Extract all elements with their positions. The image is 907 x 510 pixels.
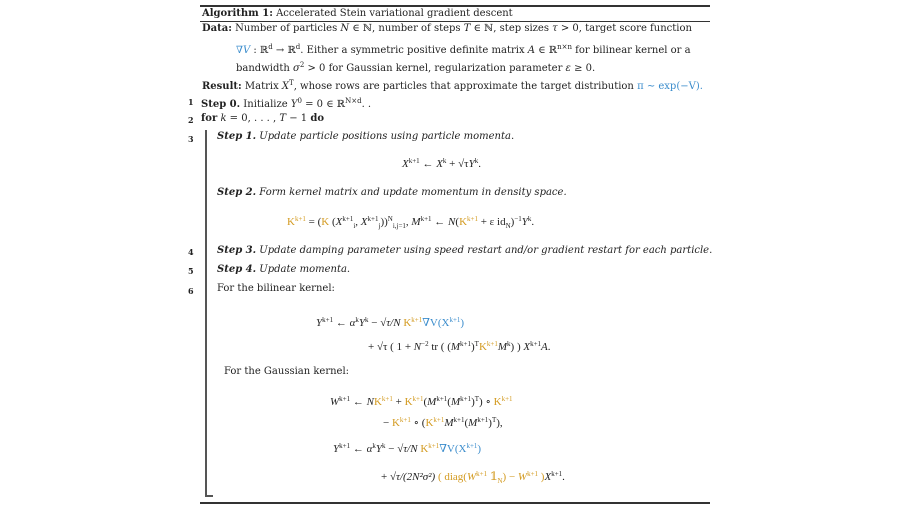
line-number: 4 [188, 247, 194, 257]
text-segment: M [411, 216, 421, 228]
text-segment: ∈ ℝ [535, 45, 558, 56]
text-segment: Y [468, 158, 475, 170]
text-segment: − 1 [286, 113, 311, 124]
text-segment: Number of particles [235, 23, 341, 34]
result-line [202, 77, 703, 93]
text-segment: + √τ ( 1 + [368, 341, 414, 353]
text-segment: d [295, 43, 301, 51]
step-1-label: Step 1. [217, 131, 257, 142]
text-segment: M [450, 341, 461, 353]
gaussian-equation-4 [381, 468, 565, 487]
text-segment: k+1 [294, 215, 306, 223]
text-segment: ≥ 0. [570, 63, 596, 74]
text-segment: k+1 [477, 416, 489, 424]
caption-rule [200, 21, 710, 22]
text-segment: K [425, 417, 434, 429]
data-line-1 [202, 23, 692, 35]
text-segment: ) ) [510, 341, 524, 353]
text-segment: k [527, 215, 532, 223]
text-segment: i [353, 222, 356, 230]
text-segment: √τ/N [397, 443, 418, 455]
text-segment: = 0 ∈ ℝ [301, 99, 346, 110]
text-segment: d [268, 43, 273, 51]
step-1-text: Update particle positions using particle momenta. [256, 131, 515, 142]
text-segment: ) [471, 396, 475, 408]
text-segment: −2 [421, 340, 429, 348]
text-segment: K [478, 341, 487, 353]
data-label: Data: [202, 23, 232, 34]
text-segment: N [497, 477, 503, 485]
text-segment: , whose rows are particles that approximate the target distribution [293, 81, 638, 92]
text-segment: X [335, 216, 343, 228]
text-segment: ← [333, 317, 350, 329]
text-segment: k+1 [530, 340, 542, 348]
line-number: 5 [188, 266, 194, 276]
text-segment: : ℝ [250, 45, 269, 56]
step-0-label: Step 0. [201, 99, 241, 110]
step-3-text: Update damping parameter using speed restart and/or gradient restart for each particle. [256, 245, 713, 256]
bilinear-heading: For the bilinear kernel: [217, 283, 335, 294]
text-segment: + ε id [477, 216, 506, 228]
text-segment: √τ/(2N²σ²) [389, 471, 436, 483]
text-segment: α [349, 317, 356, 329]
text-segment: k+1 [466, 442, 478, 450]
step-0-text [240, 99, 371, 110]
data-line-2 [236, 41, 691, 57]
text-segment: ∘ ( [410, 417, 426, 429]
text-segment: W [330, 396, 340, 408]
step-4-line [217, 264, 350, 276]
text-segment: N×d [345, 97, 362, 105]
text-segment: k [372, 442, 376, 450]
bilinear-equation-2 [368, 338, 551, 353]
text-segment: 2 [299, 61, 305, 69]
algorithm-label: Algorithm 1: [202, 8, 273, 19]
text-segment: k [364, 316, 369, 324]
text-segment: A [541, 341, 548, 353]
text-segment: W [517, 471, 528, 483]
text-segment: T [474, 340, 479, 348]
text-segment: ) [477, 443, 482, 455]
gaussian-equation-2 [383, 414, 503, 429]
text-segment: k+1 [420, 215, 432, 223]
for-loop-line [201, 113, 324, 125]
text-segment: X [436, 158, 443, 170]
text-segment: K [404, 396, 413, 408]
text-segment: ( [455, 216, 460, 228]
text-segment: K [373, 396, 382, 408]
text-segment: k [507, 340, 511, 348]
text-segment: ) [538, 471, 545, 483]
step-2-label: Step 2. [217, 187, 257, 198]
step-2-line [217, 187, 567, 199]
text-segment: ← [350, 443, 367, 455]
text-segment: Matrix [244, 81, 282, 92]
text-segment: k+1 [527, 470, 539, 478]
line-number: 6 [188, 286, 194, 296]
for-keyword: for [201, 113, 218, 124]
text-segment: → ℝ [272, 45, 296, 56]
text-segment: k+1 [411, 316, 423, 324]
text-segment: k [442, 157, 447, 165]
text-segment: X [523, 341, 531, 353]
text-segment: ε [565, 63, 571, 74]
text-segment: k+1 [467, 215, 478, 223]
step-1-line [217, 131, 514, 143]
step-2-text: Form kernel matrix and update momentum in density space. [256, 187, 567, 198]
text-segment: X [360, 216, 368, 228]
text-segment: k [355, 316, 359, 324]
text-segment: k+1 [460, 395, 472, 403]
text-segment: −1 [514, 215, 522, 223]
text-segment: X [281, 81, 290, 92]
text-segment: ← [350, 396, 367, 408]
text-segment: ( [423, 396, 428, 408]
text-segment: Initialize [240, 99, 291, 110]
text-segment: V [242, 45, 251, 56]
text-segment: ) [471, 341, 475, 353]
step-3-label: Step 3. [217, 245, 257, 256]
text-segment: T [279, 113, 287, 124]
step-4-text: Update momenta. [256, 264, 351, 275]
text-segment: T [474, 395, 480, 403]
text-segment: k+1 [408, 157, 420, 165]
text-segment: ) [510, 216, 515, 228]
text-segment: Y [333, 443, 340, 455]
text-segment: N [340, 23, 350, 34]
text-segment: ( [447, 396, 451, 408]
text-segment: Y [358, 317, 365, 329]
text-segment: X [544, 471, 552, 483]
text-segment: T [289, 79, 294, 87]
text-segment: k+1 [453, 416, 465, 424]
text-segment: N [448, 216, 456, 228]
text-segment: . [562, 471, 565, 483]
text-segment: k+1 [339, 442, 351, 450]
text-segment: . [547, 341, 551, 353]
text-segment: W [466, 471, 477, 483]
data-text-1 [235, 23, 692, 34]
step-0-line [201, 95, 371, 111]
text-segment: k [220, 113, 227, 124]
text-segment: N [366, 396, 374, 408]
text-segment: M [427, 396, 437, 408]
text-segment: K [459, 216, 468, 228]
text-segment: k+1 [486, 340, 498, 348]
text-segment: k+1 [399, 416, 411, 424]
text-segment: ) − [502, 471, 518, 483]
text-segment: k [474, 157, 479, 165]
gaussian-equation-3 [333, 440, 481, 455]
text-segment: M [497, 341, 508, 353]
text-segment: + [392, 396, 405, 408]
text-segment: ) [460, 317, 465, 329]
text-segment: ∈ ℕ, number of steps [349, 23, 464, 34]
text-segment: . [478, 158, 481, 170]
text-segment: Y [316, 317, 323, 329]
text-segment: k+1 [428, 442, 440, 450]
text-segment: ( diag( [435, 471, 467, 483]
text-segment: k+1 [339, 395, 351, 403]
loop-scope-end [205, 495, 213, 497]
text-segment: ← [419, 158, 437, 170]
line-number: 2 [188, 115, 194, 125]
text-segment: , [405, 216, 412, 228]
text-segment: 0 [297, 97, 302, 105]
text-segment: k [381, 442, 386, 450]
text-segment: N [413, 341, 422, 353]
text-segment: ∇V(X [439, 443, 467, 455]
text-segment: T [463, 23, 471, 34]
text-segment: ( [329, 216, 336, 228]
text-segment: ( [464, 417, 469, 429]
top-rule [200, 5, 710, 7]
text-segment: − [385, 443, 398, 455]
text-segment: − [368, 317, 381, 329]
text-segment: K [321, 216, 330, 228]
text-segment: > 0 for Gaussian kernel, regularization parameter [304, 63, 566, 74]
text-segment: k+1 [551, 470, 563, 478]
text-segment: π ∼ exp(−V). [637, 81, 703, 92]
text-segment: j [378, 222, 381, 230]
text-segment: )) [380, 216, 388, 228]
text-segment: k+1 [436, 395, 448, 403]
text-segment: = ( [305, 216, 322, 228]
step-2-equation [287, 213, 534, 232]
text-segment: A [527, 45, 536, 56]
text-segment: ∇ [236, 45, 243, 56]
line-number: 3 [188, 134, 194, 144]
text-segment: K [420, 443, 429, 455]
text-segment: k+1 [412, 395, 424, 403]
text-segment: > 0, target score function [557, 23, 692, 34]
bilinear-equation-1 [316, 314, 464, 329]
text-segment: M [444, 417, 454, 429]
data-line-3 [236, 59, 595, 75]
text-segment: . [531, 216, 535, 228]
algorithm-title: Accelerated Stein variational gradient descent [276, 8, 513, 19]
text-segment: T [491, 416, 497, 424]
text-segment: k+1 [501, 395, 513, 403]
text-segment: bandwidth [236, 63, 294, 74]
text-segment: K [493, 396, 502, 408]
text-segment: τ [552, 23, 558, 34]
text-segment: do [310, 113, 325, 124]
algorithm-caption [202, 8, 513, 20]
text-segment: Y [290, 99, 298, 110]
text-segment: Y [375, 443, 382, 455]
text-segment: X [402, 158, 409, 170]
text-segment: k+1 [449, 316, 461, 324]
text-segment: k+1 [367, 215, 379, 223]
text-segment: n×n [557, 43, 572, 51]
text-segment: K [391, 417, 400, 429]
gaussian-heading: For the Gaussian kernel: [224, 366, 350, 377]
text-segment: for bilinear kernel or a [571, 45, 691, 56]
result-label: Result: [202, 81, 242, 92]
text-segment: K [403, 317, 412, 329]
text-segment: = 0, . . . , [226, 113, 280, 124]
text-segment: . Either a symmetric positive definite matrix [300, 45, 528, 56]
line-number: 1 [188, 97, 194, 107]
step-3-line [217, 245, 712, 257]
text-segment: i,j=1 [392, 222, 406, 230]
result-text [245, 81, 703, 92]
text-segment: 𝟙 [487, 471, 498, 483]
text-segment: , [355, 216, 361, 228]
text-segment: k+1 [460, 340, 471, 348]
text-segment: K [287, 216, 295, 228]
text-segment: k+1 [433, 416, 445, 424]
step-1-equation [402, 155, 481, 170]
text-segment: k+1 [322, 316, 334, 324]
text-segment: σ [293, 63, 300, 74]
for-loop-text [217, 113, 324, 124]
text-segment: + [381, 471, 390, 483]
gaussian-equation-1 [330, 393, 513, 408]
text-segment: − [383, 417, 392, 429]
text-segment: M [468, 417, 478, 429]
text-segment: k+1 [342, 215, 354, 223]
text-segment: N [387, 215, 393, 223]
text-segment: + √τ [446, 158, 469, 170]
text-segment: ), [496, 417, 503, 429]
text-segment: M [450, 396, 461, 408]
text-segment: ∇V(X [422, 317, 450, 329]
text-segment: N [505, 222, 511, 230]
bottom-rule [200, 502, 710, 504]
text-segment: ) [488, 417, 492, 429]
step-4-label: Step 4. [217, 264, 257, 275]
text-segment: Y [521, 216, 528, 228]
loop-scope-bar [205, 130, 207, 496]
text-segment: ∈ ℕ, step sizes [470, 23, 553, 34]
text-segment: . . [361, 99, 372, 110]
text-segment: ) ∘ [479, 396, 494, 408]
text-segment: ← [431, 216, 449, 228]
text-segment: k+1 [476, 470, 488, 478]
text-segment: √τ/N [380, 317, 401, 329]
text-segment: k+1 [381, 395, 393, 403]
text-segment: α [366, 443, 373, 455]
text-segment: tr ( ( [428, 341, 451, 353]
